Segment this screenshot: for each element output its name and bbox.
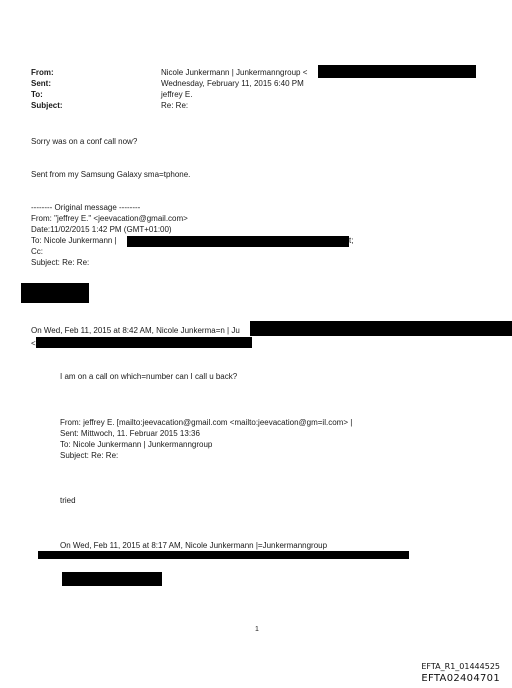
quote-from: From: jeffrey E. [mailto:jeevacation@gmail.com <mailto:jeevacation@gm=il.com> | [60, 418, 353, 427]
subject-value: Re: Re: [161, 101, 189, 110]
sent-label: Sent: [31, 79, 51, 88]
original-subject: Subject: Re: Re: [31, 258, 90, 267]
quote-message: tried [60, 496, 76, 505]
original-divider: -------- Original message -------- [31, 203, 141, 212]
quote-header: On Wed, Feb 11, 2015 at 8:17 AM, Nicole Junkermann |=Junkermanngroup [60, 541, 328, 550]
body-line: Sent from my Samsung Galaxy sma=tphone. [31, 170, 191, 179]
redaction-bar [21, 283, 89, 303]
redaction-bar [62, 572, 162, 586]
redaction-bar [250, 321, 512, 336]
quote-to: To: Nicole Junkermann | Junkermanngroup [60, 440, 213, 449]
to-label: To: [31, 90, 43, 99]
quote-header: On Wed, Feb 11, 2015 at 8:42 AM, Nicole Junkerma=n | Ju [31, 326, 240, 335]
original-to-tail: t; [349, 236, 354, 245]
quote-message: I am on a call on which=number can I call u back? [60, 372, 238, 381]
redaction-bar [127, 236, 349, 247]
redaction-bar [36, 337, 252, 348]
original-from: From: "jeffrey E." <jeevacation@gmail.com> [31, 214, 188, 223]
subject-label: Subject: [31, 101, 63, 110]
redaction-bar [318, 65, 476, 78]
original-to: To: Nicole Junkermann | [31, 236, 117, 245]
quote-lead: < [31, 339, 36, 348]
from-value: Nicole Junkermann | Junkermanngroup < [161, 68, 308, 77]
original-date: Date:11/02/2015 1:42 PM (GMT+01:00) [31, 225, 172, 234]
quote-subject: Subject: Re: Re: [60, 451, 119, 460]
quote-sent: Sent: Mittwoch, 11. Februar 2015 13:36 [60, 429, 200, 438]
from-label: From: [31, 68, 54, 77]
original-cc: Cc: [31, 247, 43, 256]
page-number: 1 [255, 626, 259, 633]
body-line: Sorry was on a conf call now? [31, 137, 138, 146]
bates-number: EFTA02404701 [421, 673, 500, 684]
sent-value: Wednesday, February 11, 2015 6:40 PM [161, 79, 304, 88]
bates-number: EFTA_R1_01444525 [421, 662, 500, 671]
redaction-bar [38, 551, 409, 559]
to-value: jeffrey E. [161, 90, 193, 99]
